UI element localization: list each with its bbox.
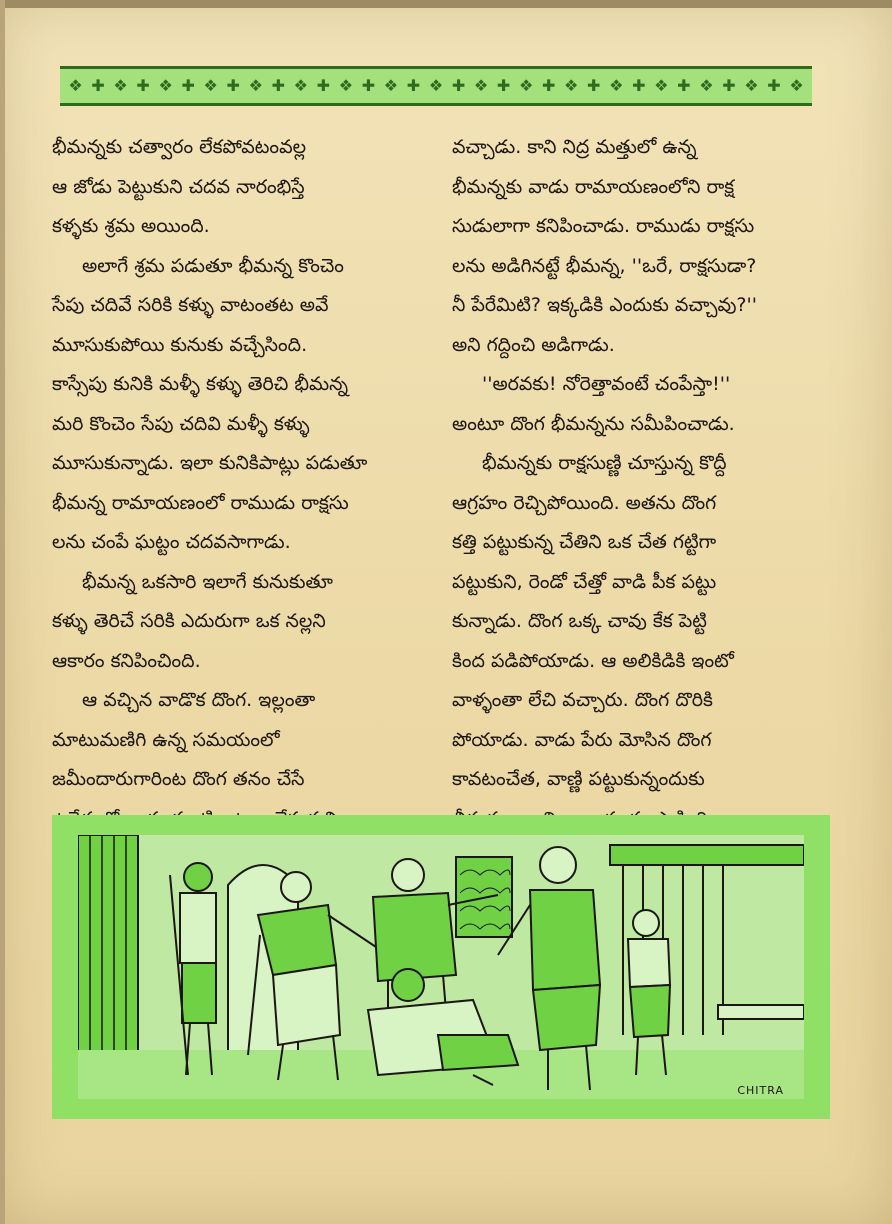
ornament-icon: ❖ [158, 76, 173, 95]
ornament-icon: ❖ [744, 76, 759, 95]
left-text-column [52, 128, 430, 879]
ornament-icon: ❖ [293, 76, 308, 95]
story-paragraph: భీమన్న ఒకసారి ఇలాగే కునుకుతూ కళ్ళు తెరిచే సరికి ఎదురుగా ఒక నల్లని ఆకారం కనిపించింది. [52, 570, 333, 672]
ornament-icon: ❖ [68, 76, 83, 95]
ornament-icon: ✚ [632, 76, 646, 95]
artist-signature: CHITRA [737, 1084, 784, 1097]
ornament-icon: ✚ [587, 76, 601, 95]
ornament-icon: ❖ [248, 76, 263, 95]
ornament-icon: ✚ [316, 76, 331, 95]
ornament-icon: ✚ [271, 76, 285, 95]
ornament-icon: ❖ [203, 76, 218, 95]
ornament-icon: ✚ [406, 76, 421, 95]
ornament-icon: ✚ [181, 76, 195, 95]
ornament-icon: ❖ [338, 76, 354, 95]
story-paragraph: ''అరవకు! నోరెత్తావంటే చంపేస్తా!'' అంటూ దొంగ భీమన్నను సమీపించాడు. [452, 373, 735, 435]
decorative-border-strip [60, 66, 812, 106]
cot-frame [718, 1005, 804, 1019]
story-illustration [52, 815, 830, 1119]
ornament-icon: ✚ [767, 76, 781, 95]
ornament-icon: ❖ [789, 76, 804, 95]
page-top-edge [0, 0, 892, 8]
illustration-drawing [78, 835, 804, 1099]
story-paragraph: భీమన్నకు రాక్షసుణ్ణి చూస్తున్న కొద్దీ ఆగ్రహం రెచ్చిపోయింది. అతను దొంగ కత్తి పట్టుకున్న చేతిని ఒక చేత గట్టిగా పట్టుకుని, రెండో చేత్తో వాడి పీక పట్టు కున్నాడు. దొంగ ఒక్క చావు కేక పెట్టి కింద పడిపోయాడు. ఆ అలికిడికి ఇంటో వాళ్ళంతా లేచి వచ్చారు. దొంగ దొరికి పోయాడు. వాడు పేరు మోసిన దొంగ కావటంచేత, వాణ్ణి పట్టుకున్నందుకు [452, 452, 734, 790]
ornament-icon: ❖ [113, 76, 128, 95]
ornament-icon: ❖ [428, 76, 444, 95]
ornament-icon: ✚ [677, 76, 691, 95]
ornament-icon: ✚ [722, 76, 736, 95]
story-paragraph: వచ్చాడు. కాని నిద్ర మత్తులో ఉన్న భీమన్నకు వాడు రామాయణంలోని రాక్ష సుడులాగా కనిపించాడు. రాముడు రాక్షసు లను అడిగినట్టే భీమన్న, ''ఒరే, రాక్షసుడా? నీ పేరేమిటి? ఇక్కడికి ఎందుకు వచ్చావు?'' అని గద్దించి అడిగాడు. [452, 136, 757, 356]
ceiling-beam [610, 845, 804, 865]
ornament-icon: ❖ [699, 76, 714, 95]
ornament-icon: ❖ [654, 76, 669, 95]
ornament-icon: ❖ [473, 76, 489, 95]
ornament-icon: ✚ [361, 76, 376, 95]
ornament-icon: ✚ [136, 76, 150, 95]
right-text-column [452, 128, 830, 881]
story-paragraph: ఆ వచ్చిన వాడొక దొంగ. ఇల్లంతా మాటుమణిగి ఉన్న సమయంలో జమీందారుగారింట దొంగ తనం చేసే [52, 689, 316, 790]
ornament-icon: ✚ [496, 76, 511, 95]
ornament-icon: ❖ [383, 76, 399, 95]
ornament-icon: ❖ [609, 76, 624, 95]
story-paragraph: అలాగే శ్రమ పడుతూ భీమన్న కొంచెం సేపు చదివే సరికి కళ్ళు వాటంతట అవే మూసుకుపోయి కునుకు వచ్చేసింది. కాస్సేపు కునికి మళ్ళీ కళ్ళు తెరిచి భీమన్న మరి కొంచెం సేపు చదివి మళ్ళీ కళ్ళు మూసుకున్నాడు. ఇలా కునికిపాట్లు పడుతూ భీమన్న రామాయణంలో రాముడు రాక్షసు లను చంపే ఘట్టం చదవసాగాడు. [52, 254, 368, 553]
story-paragraph: భీమన్నకు చత్వారం లేకపోవటంవల్ల ఆ జోడు పెట్టుకుని చదవ నారంభిస్తే కళ్ళకు శ్రమ అయింది. [52, 136, 307, 237]
ornament-icon: ✚ [91, 76, 105, 95]
ornament-icon: ❖ [564, 76, 579, 95]
ornament-icon: ❖ [518, 76, 534, 95]
ornament-icon: ✚ [451, 76, 466, 95]
page-left-edge [0, 0, 5, 1224]
ornament-icon: ✚ [541, 76, 556, 95]
ornament-icon: ✚ [226, 76, 240, 95]
